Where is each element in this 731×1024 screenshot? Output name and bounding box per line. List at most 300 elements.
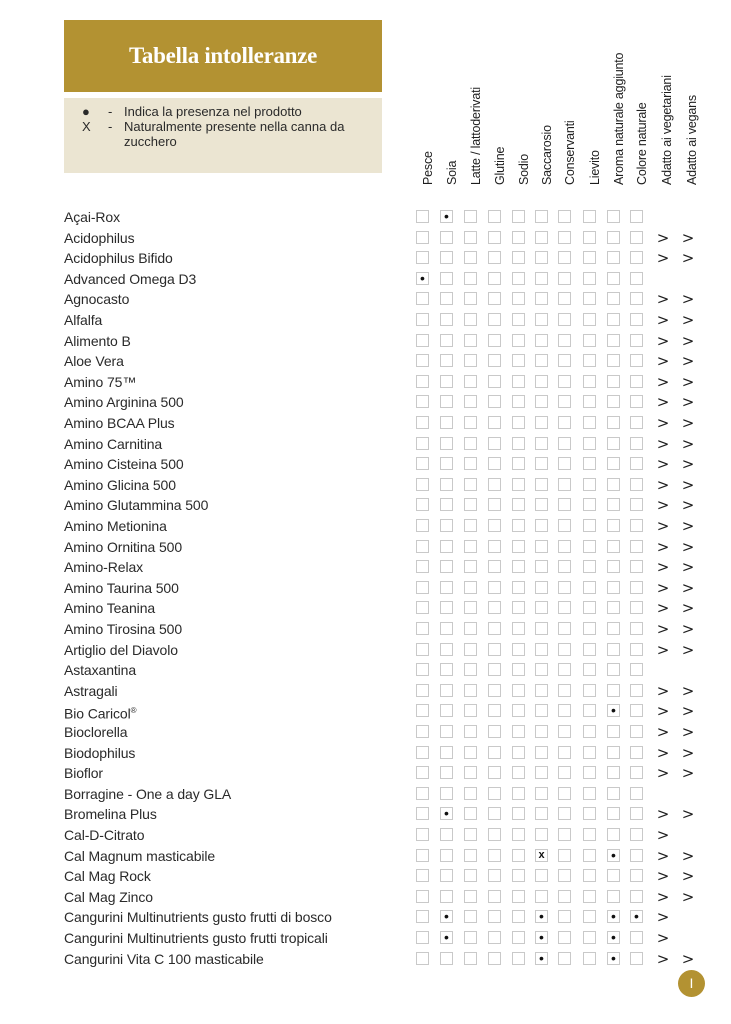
checkbox-cell [558,746,571,759]
checkbox-cell [488,581,501,594]
checkbox-cell [512,540,525,553]
checkbox-cell [512,828,525,841]
checkbox-cell [488,787,501,800]
checkbox-cell [535,766,548,779]
table-row [0,331,731,352]
product-name [64,331,131,352]
checkbox-cell [535,807,548,820]
checkbox-cell [558,952,571,965]
vegetarian-mark: > [656,475,670,494]
legend-dash: - [108,104,113,119]
checkbox-cell [607,560,620,573]
checkbox-cell [488,684,501,697]
checkbox-cell [558,313,571,326]
checkbox-cell [488,313,501,326]
checkbox-cell [630,931,643,944]
checkbox-cell [440,725,453,738]
checkbox-cell [607,354,620,367]
vegetarian-mark: > [656,352,670,371]
table-row [0,351,731,372]
checkbox-cell [416,766,429,779]
checkbox-cell [535,725,548,738]
checkbox-cell [535,663,548,676]
checkbox-cell [558,766,571,779]
product-name [64,310,102,331]
checkbox-cell [416,560,429,573]
checkbox-cell [488,766,501,779]
product-name [64,640,178,661]
checkbox-cell [583,416,596,429]
checkbox-cell [583,272,596,285]
checkbox-cell [512,478,525,491]
checkbox-cell [630,395,643,408]
checkbox-cell [416,395,429,408]
checkbox-cell [488,663,501,676]
checkbox-cell [488,457,501,470]
product-name-text: Biodophilus [64,744,136,761]
checkbox-cell [416,663,429,676]
table-row [0,557,731,578]
dot-mark: • [416,272,429,285]
product-name-text: Advanced Omega D3 [64,270,197,287]
checkbox-cell [464,725,477,738]
vegetarian-mark: > [656,702,670,721]
table-row [0,289,731,310]
checkbox-cell [630,292,643,305]
checkbox-cell [630,684,643,697]
vegan-mark: > [681,681,695,700]
checkbox-cell [416,684,429,697]
checkbox-cell [607,725,620,738]
vegetarian-mark: > [656,393,670,412]
checkbox-cell [583,519,596,532]
product-name [64,557,143,578]
checkbox-cell [488,478,501,491]
checkbox-cell [512,663,525,676]
checkbox-cell [583,746,596,759]
column-header-label: Soia [445,160,459,185]
checkbox-cell [583,395,596,408]
product-name [64,804,157,825]
checkbox-cell [416,828,429,841]
checkbox-cell [607,684,620,697]
checkbox-cell [512,560,525,573]
checkbox-cell [440,334,453,347]
vegan-mark: > [681,434,695,453]
checkbox-cell [583,807,596,820]
legend-dash: - [108,119,113,134]
checkbox-cell [583,828,596,841]
checkbox-cell [535,251,548,264]
dot-mark: • [607,931,620,944]
column-header [417,29,439,199]
checkbox-cell [488,890,501,903]
checkbox-cell [607,210,620,223]
product-name-text: Acidophilus Bifido [64,250,173,267]
checkbox-cell [607,313,620,326]
table-row [0,907,731,928]
legend-row-cross [82,119,382,149]
product-name-text: Alfalfa [64,312,103,328]
product-name [64,207,120,228]
column-header [441,29,463,199]
checkbox-cell [535,498,548,511]
checkbox-cell [535,292,548,305]
checkbox-cell [535,684,548,697]
checkbox-cell [440,849,453,862]
checkbox-cell [416,787,429,800]
vegetarian-mark: > [656,929,670,947]
vegan-mark: > [681,949,695,968]
checkbox-cell [535,231,548,244]
checkbox-cell [464,292,477,305]
product-name-text: Amino Glicina 500 [64,476,176,493]
table-row [0,701,731,722]
product-name-text: Cangurini Vita C 100 masticabile [64,950,264,967]
checkbox-cell [488,334,501,347]
vegetarian-mark: > [656,949,670,968]
checkbox-cell [558,622,571,635]
checkbox-cell [488,272,501,285]
checkbox-cell [535,704,548,717]
checkbox-cell [558,807,571,820]
vegetarian-mark: > [656,517,670,535]
checkbox-cell [630,519,643,532]
checkbox-cell [464,910,477,923]
vegan-mark: > [681,620,695,638]
checkbox-cell [464,643,477,656]
checkbox-cell [535,334,548,347]
checkbox-cell [607,787,620,800]
product-name [64,722,128,743]
vegan-mark: > [681,311,695,329]
dot-mark: • [607,849,620,862]
checkbox-cell [416,231,429,244]
checkbox-cell [558,478,571,491]
cross-icon: X [82,119,91,134]
table-row [0,681,731,702]
vegetarian-mark: > [656,908,670,927]
checkbox-cell [464,313,477,326]
vegetarian-mark: > [656,867,670,886]
checkbox-cell [535,828,548,841]
checkbox-cell [488,952,501,965]
table-row [0,598,731,619]
checkbox-cell [512,725,525,738]
checkbox-cell [535,210,548,223]
checkbox-cell [512,952,525,965]
checkbox-cell [630,560,643,573]
product-name [64,846,215,867]
checkbox-cell [630,869,643,882]
checkbox-cell [416,498,429,511]
column-header-label: Pesce [421,151,435,185]
checkbox-cell [630,807,643,820]
checkbox-cell [607,643,620,656]
product-name [64,495,208,516]
checkbox-cell [464,251,477,264]
checkbox-cell [583,869,596,882]
checkbox-cell [464,684,477,697]
checkbox-cell [440,787,453,800]
column-header [631,29,653,199]
table-row [0,537,731,558]
product-name-text: Acidophilus [64,229,135,246]
checkbox-cell [607,622,620,635]
column-header [584,29,606,199]
page-title: Tabella intolleranze [128,43,317,68]
vegan-mark: > [681,414,695,432]
checkbox-cell [488,643,501,656]
checkbox-cell [440,498,453,511]
checkbox-cell [464,746,477,759]
checkbox-cell [630,313,643,326]
product-name-text: Amino Carnitina [64,435,163,452]
column-header [489,29,511,199]
checkbox-cell [416,354,429,367]
checkbox-cell [630,540,643,553]
checkbox-cell [583,931,596,944]
checkbox-cell [440,601,453,614]
vegan-mark: > [681,352,695,371]
checkbox-cell [512,931,525,944]
product-name [64,907,332,928]
checkbox-cell [488,375,501,388]
checkbox-cell [512,231,525,244]
checkbox-cell [416,375,429,388]
product-name [64,598,155,619]
checkbox-cell [630,828,643,841]
product-name-text: Aloe Vera [64,353,124,370]
product-name-text: Cangurini Multinutrients gusto frutti tropicali [64,930,328,946]
checkbox-cell [535,746,548,759]
checkbox-cell [558,272,571,285]
checkbox-cell [512,416,525,429]
checkbox-cell [488,231,501,244]
checkbox-cell [464,849,477,862]
checkbox-cell [630,601,643,614]
checkbox-cell [512,601,525,614]
checkbox-cell [535,643,548,656]
checkbox-cell [416,457,429,470]
column-header-label: Adatto ai vegans [685,95,699,185]
column-header [465,29,487,199]
table-row [0,372,731,393]
table-row [0,846,731,867]
checkbox-cell [607,807,620,820]
product-name-text: Astragali [64,682,118,699]
checkbox-cell [583,313,596,326]
checkbox-cell [583,540,596,553]
checkbox-cell [464,354,477,367]
table-row [0,825,731,846]
product-name-text: Bioclorella [64,724,128,740]
product-name-text: Amino-Relax [64,559,144,576]
checkbox-cell [583,643,596,656]
vegetarian-mark: > [656,249,670,268]
vegan-mark: > [681,723,695,741]
checkbox-cell [440,375,453,388]
bullet-icon: ● [82,104,90,119]
checkbox-cell [607,292,620,305]
vegan-mark: > [681,846,695,865]
product-name [64,619,182,640]
table-row [0,640,731,661]
table-row [0,866,731,887]
checkbox-cell [630,231,643,244]
checkbox-cell [535,437,548,450]
checkbox-cell [416,931,429,944]
checkbox-cell [512,457,525,470]
vegan-mark: > [681,475,695,494]
checkbox-cell [630,766,643,779]
checkbox-cell [416,869,429,882]
vegetarian-mark: > [656,290,670,309]
product-name-text: Amino Taurina 500 [64,579,179,596]
checkbox-cell [512,684,525,697]
checkbox-cell [416,725,429,738]
checkbox-cell [630,952,643,965]
vegetarian-mark: > [656,764,670,783]
vegetarian-mark: > [656,331,670,350]
product-name-text: Borragine - One a day GLA [64,785,232,802]
checkbox-cell [512,292,525,305]
checkbox-cell [630,746,643,759]
vegan-mark: > [681,331,695,350]
checkbox-cell [558,725,571,738]
checkbox-cell [512,375,525,388]
checkbox-cell [583,766,596,779]
checkbox-cell [558,828,571,841]
dot-mark: • [607,704,620,717]
checkbox-cell [630,581,643,594]
product-name [64,372,136,393]
checkbox-cell [512,890,525,903]
checkbox-cell [512,354,525,367]
checkbox-cell [488,354,501,367]
checkbox-cell [558,890,571,903]
checkbox-cell [583,251,596,264]
checkbox-cell [607,251,620,264]
vegetarian-mark: > [656,228,670,247]
checkbox-cell [607,395,620,408]
product-name [64,269,196,290]
vegetarian-mark: > [656,537,670,556]
table-row [0,413,731,434]
legend-box [64,98,382,173]
checkbox-cell [440,437,453,450]
checkbox-cell [583,498,596,511]
checkbox-cell [416,849,429,862]
column-header-label: Colore naturale [635,102,649,185]
checkbox-cell [416,704,429,717]
checkbox-cell [440,251,453,264]
checkbox-cell [607,272,620,285]
checkbox-cell [440,828,453,841]
table-row [0,495,731,516]
checkbox-cell [558,787,571,800]
table-row [0,804,731,825]
checkbox-cell [607,540,620,553]
checkbox-cell [440,478,453,491]
vegan-mark: > [681,372,695,391]
checkbox-cell [488,519,501,532]
checkbox-cell [512,437,525,450]
checkbox-cell [416,292,429,305]
checkbox-cell [416,437,429,450]
checkbox-cell [512,498,525,511]
checkbox-cell [607,334,620,347]
checkbox-cell [535,272,548,285]
checkbox-cell [512,766,525,779]
checkbox-cell [464,787,477,800]
checkbox-cell [416,416,429,429]
product-name [64,763,103,784]
checkbox-cell [488,910,501,923]
product-name-text: Amino Teanina [64,600,156,617]
checkbox-cell [512,581,525,594]
checkbox-cell [440,663,453,676]
checkbox-cell [607,437,620,450]
vegan-mark: > [681,517,695,535]
checkbox-cell [416,519,429,532]
checkbox-cell [558,251,571,264]
checkbox-cell [440,272,453,285]
checkbox-cell [583,354,596,367]
checkbox-cell [488,704,501,717]
checkbox-cell [440,395,453,408]
vegan-mark: > [681,249,695,268]
checkbox-cell [535,395,548,408]
checkbox-cell [464,581,477,594]
dot-mark: • [607,952,620,965]
checkbox-cell [558,910,571,923]
checkbox-cell [416,643,429,656]
checkbox-cell [630,890,643,903]
checkbox-cell [630,375,643,388]
product-name-text: Artiglio del Diavolo [64,641,178,658]
checkbox-cell [583,210,596,223]
checkbox-cell [583,684,596,697]
table-row [0,887,731,908]
checkbox-cell [558,704,571,717]
table-row [0,578,731,599]
product-name-text: Alimento B [64,332,131,349]
checkbox-cell [464,210,477,223]
product-name [64,392,184,413]
product-name-text: Astaxantina [64,662,137,679]
product-name [64,949,264,970]
checkbox-cell [535,416,548,429]
checkbox-cell [440,519,453,532]
table-row [0,269,731,290]
checkbox-cell [583,437,596,450]
column-header-label: Lievito [588,150,602,185]
checkbox-cell [464,931,477,944]
checkbox-cell [464,828,477,841]
vegan-mark: > [681,496,695,515]
table-row [0,949,731,970]
checkbox-cell [535,601,548,614]
page-number: I [678,970,705,997]
checkbox-cell [464,395,477,408]
checkbox-cell [630,663,643,676]
checkbox-cell [558,292,571,305]
checkbox-cell [488,828,501,841]
checkbox-cell [583,292,596,305]
checkbox-cell [630,437,643,450]
product-name [64,866,151,887]
